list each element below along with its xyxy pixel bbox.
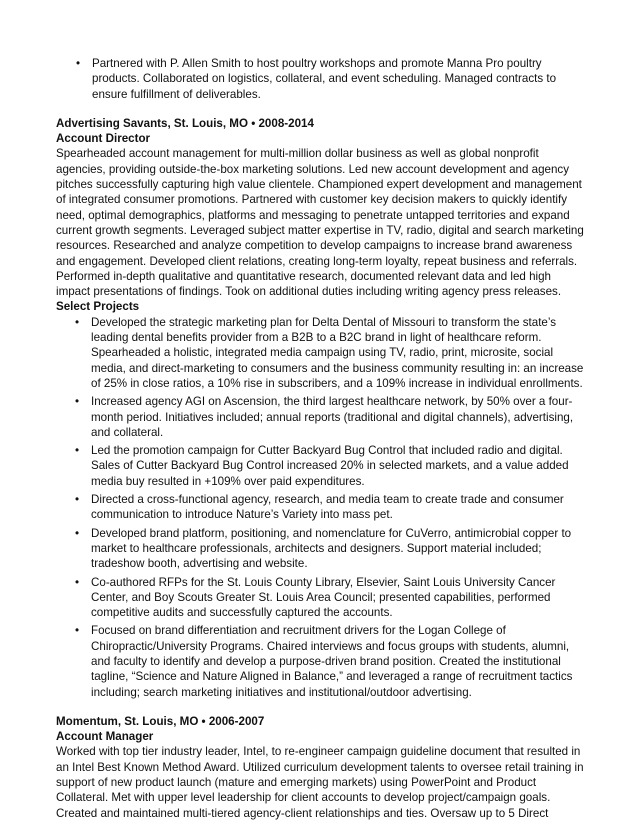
job-title: Account Manager: [56, 730, 154, 744]
list-item: [56, 623, 586, 699]
list-item: [56, 443, 586, 489]
intro-bullet-list: [56, 56, 586, 102]
bullet-text: Partnered with P. Allen Smith to host poultry workshops and promote Manna Pro poultry products. Collaborated on logistics, collateral, and event scheduling. Managed contracts to ensure fulfillment of deliverables.: [92, 57, 557, 101]
bullet-text: Focused on brand differentiation and recruitment drivers for the Logan College of Chiropractic/University Programs. Chaired interviews and focus groups with students, alumni, and faculty to identify and develop a purpose-driven brand position. Created the institutional tagline, “Science and Nature Aligned in Balance,” and leveraged a range of recruitment tactics including; search marketing initiatives and institutional/outdoor advertising.: [91, 624, 573, 699]
company-line: Advertising Savants, St. Louis, MO • 2008-2014: [56, 116, 314, 130]
bullet-text: Developed the strategic marketing plan for Delta Dental of Missouri to transform the state’s leading dental benefits provider from a B2B to a B2C brand in light of healthcare reform. Spearheaded a holistic, integrated media campaign using TV, radio, print, microsite, social media, and direct-marketing to consumers and the business community resulting in: an increase of 25% in close ratios, a 10% rise in subscribers, and a 109% increase in individual enrollments.: [91, 315, 584, 390]
bullet-icon: •: [75, 444, 80, 458]
list-item: [56, 526, 586, 572]
bullet-icon: •: [76, 57, 81, 70]
bullet-icon: •: [75, 395, 80, 409]
bullet-text: Increased agency AGI on Ascension, the third largest healthcare network, by 50% over a four-month period. Initiatives included; annual reports (traditional and digital channels), advertising, and collateral.: [91, 395, 574, 439]
job-summary: Worked with top tier industry leader, Intel, to re-engineer campaign guideline document that resulted in an Intel Best Known Method Award. Utilized curriculum development talents to oversee retail training in support of new product launch (mature and emerging markets) using PowerPoint and Product Collateral. Met with upper level leadership for client accounts to develop project/campaign goals. Created and maintained multi-tiered agency-client relationships and ties. Oversaw up to 5 Direct: [56, 745, 584, 820]
projects-bullet-list: [56, 315, 586, 700]
resume-page: [56, 56, 586, 821]
job-momentum: [56, 714, 586, 821]
bullet-text: Directed a cross-functional agency, research, and media team to create trade and consumer communication to introduce Nature’s Variety into mass pet.: [91, 493, 564, 522]
list-item: [56, 492, 586, 523]
bullet-icon: •: [75, 526, 80, 540]
bullet-icon: •: [75, 575, 80, 589]
projects-heading: Select Projects: [56, 300, 140, 314]
job-title: Account Director: [56, 132, 151, 146]
bullet-icon: •: [75, 493, 80, 507]
list-item: [56, 56, 586, 102]
list-item: [56, 575, 586, 621]
bullet-text: Led the promotion campaign for Cutter Backyard Bug Control that included radio and digital. Sales of Cutter Backyard Bug Control increased 20% in selected markets, and a value added media buy resulted in +109% over paid expenditures.: [91, 444, 569, 488]
bullet-icon: •: [75, 315, 80, 329]
list-item: [56, 394, 586, 440]
bullet-text: Developed brand platform, positioning, and nomenclature for CuVerro, antimicrobial copper to market to healthcare professionals, architects and designers. Support material included; tradeshow booth, advertising and website.: [91, 526, 572, 571]
company-line: Momentum, St. Louis, MO • 2006-2007: [56, 714, 265, 728]
job-summary: Spearheaded account management for multi-million dollar business as well as global nonprofit agencies, providing outside-the-box marketing solutions. Led new account development and agency pitches successfully capturing high value clientele. Championed expert development and management of integrated consumer promotions. Partnered with customer key decision makers to quickly identify need, optimal demographics, platforms and messaging to penetrate untapped territories and expand current growth segments. Leveraged subject matter expertise in TV, radio, digital and search marketing resources. Researched and analyze competition to develop campaigns to increase brand awareness and engagement. Developed client relations, creating long-term loyalty, repeat business and referrals. Performed in-depth qualitative and quantitative research, documented relevant data and led high impact presentations of findings. Took on additional duties including writing agency press releases.: [56, 147, 584, 299]
list-item: [56, 315, 586, 391]
job-advertising-savants: [56, 116, 586, 700]
bullet-text: Co-authored RFPs for the St. Louis County Library, Elsevier, Saint Louis University Cancer Center, and Boy Scouts Greater St. Louis Area Council; presented capabilities, performed competitive audits and successfully captured the accounts.: [91, 575, 556, 620]
bullet-icon: •: [75, 624, 80, 638]
